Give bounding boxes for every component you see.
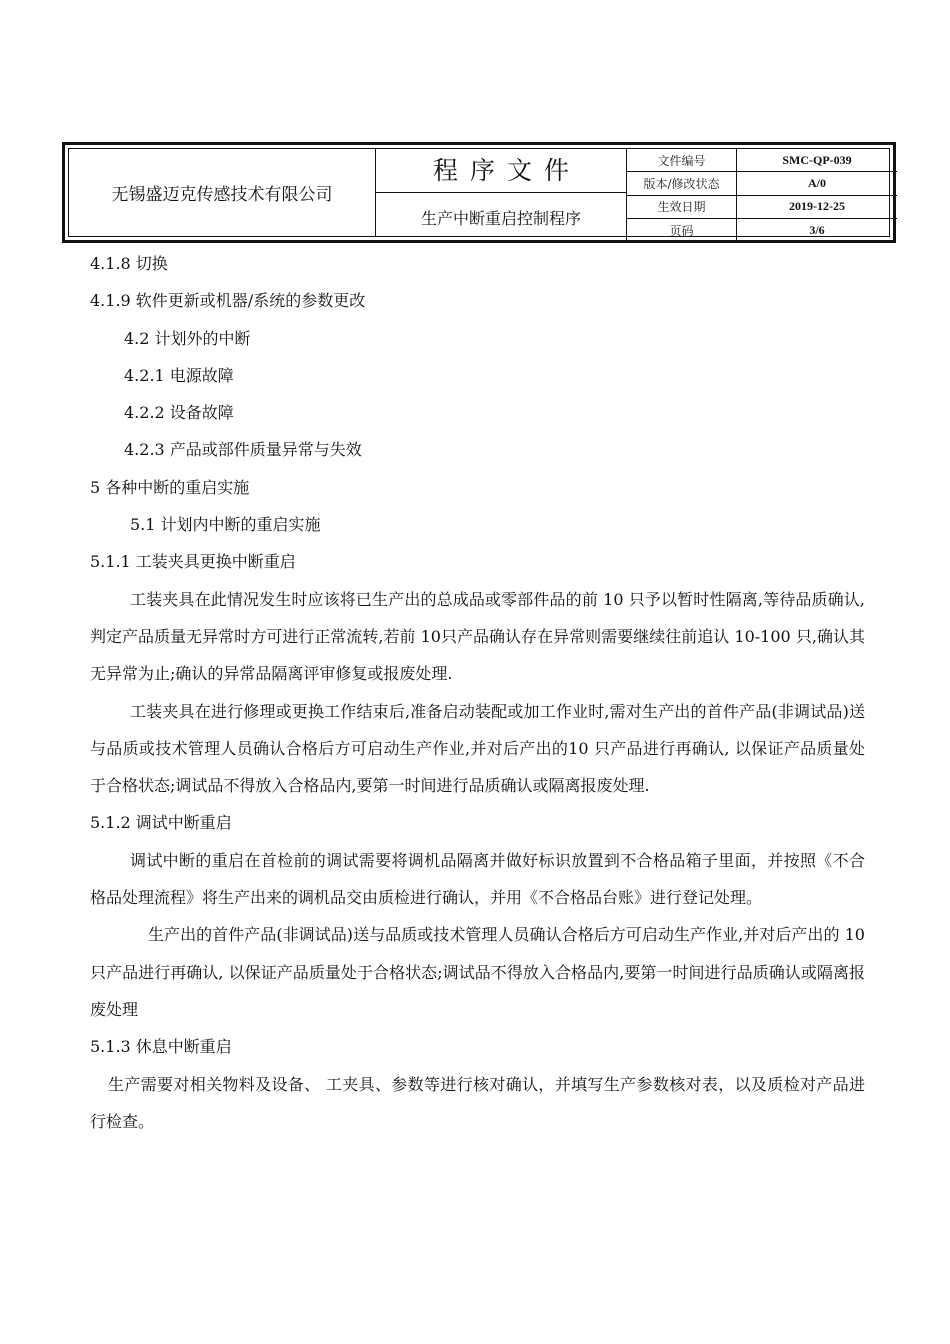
document-type: 程序文件 xyxy=(376,149,627,193)
page-number-label: 页码 xyxy=(627,219,737,242)
heading-5-1-1: 5.1.1 工装夹具更换中断重启 xyxy=(90,552,296,572)
paragraph-rest-restart: 生产需要对相关物料及设备、 工夹具、参数等进行核对确认，并填写生产参数核对表，以及质检对产品进行检查。 xyxy=(90,1074,865,1131)
version-label: 版本/修改状态 xyxy=(627,172,737,195)
heading-4-2-1: 4.2.1 电源故障 xyxy=(124,365,234,385)
page-number-value: 3/6 xyxy=(809,222,825,237)
heading-4-1-8: 4.1.8 切换 xyxy=(90,254,168,273)
document-body xyxy=(90,245,865,1140)
heading-5-1: 5.1 计划内中断的重启实施 xyxy=(130,515,321,535)
heading-5: 5 各种中断的重启实施 xyxy=(90,477,250,497)
doc-number-value: SMC-QP-039 xyxy=(737,149,897,172)
document-header xyxy=(62,142,896,243)
heading-4-2: 4.2 计划外的中断 xyxy=(124,328,251,348)
document-title: 生产中断重启控制程序 xyxy=(376,193,627,242)
paragraph-fixture-isolation: 工装夹具在此情况发生时应该将已生产出的总成品或零部件品的前 10 只予以暂时性隔离,等待品质确认,判定产品质量无异常时方可进行正常流转,若前 10只产品确认存在异常则需要继续往前追认 10-100 只,确认其无异常为止;确认的异常品隔离评审修复或报废处理. xyxy=(90,589,865,684)
company-name: 无锡盛迈克传感技术有限公司 xyxy=(69,149,376,236)
effective-date-value: 2019-12-25 xyxy=(737,196,897,219)
paragraph-debug-restart: 调试中断的重启在首检前的调试需要将调机品隔离并做好标识放置到不合格品箱子里面，并按照《不合格品处理流程》将生产出来的调机品交由质检进行确认，并用《不合格品台账》进行登记处理。 xyxy=(90,850,865,908)
heading-4-2-3: 4.2.3 产品或部件质量异常与失效 xyxy=(124,440,362,460)
doc-number-label: 文件编号 xyxy=(627,149,737,172)
version-value: A/0 xyxy=(737,172,897,195)
heading-4-1-9: 4.1.9 软件更新或机器/系统的参数更改 xyxy=(90,291,366,311)
heading-5-1-3: 5.1.3 休息中断重启 xyxy=(90,1037,232,1057)
paragraph-fixture-restart: 工装夹具在进行修理或更换工作结束后,准备启动装配或加工作业时,需对生产出的首件产品(非调试品)送与品质或技术管理人员确认合格后方可启动生产作业,并对后产出的10 只产品进行再确认, 以保证产品质量处于合格状态;调试品不得放入合格品内,要第一时间进行品质确认或隔离报废处理. xyxy=(90,701,865,796)
header-table xyxy=(68,148,890,237)
heading-4-2-2: 4.2.2 设备故障 xyxy=(124,403,234,423)
paragraph-first-article: 生产出的首件产品(非调试品)送与品质或技术管理人员确认合格后方可启动生产作业,并对后产出的 10 只产品进行再确认, 以保证产品质量处于合格状态;调试品不得放入合格品内,要第一时间进行品质确认或隔离报废处理 xyxy=(90,925,865,1019)
effective-date-label: 生效日期 xyxy=(627,196,737,219)
heading-5-1-2: 5.1.2 调试中断重启 xyxy=(90,813,232,833)
